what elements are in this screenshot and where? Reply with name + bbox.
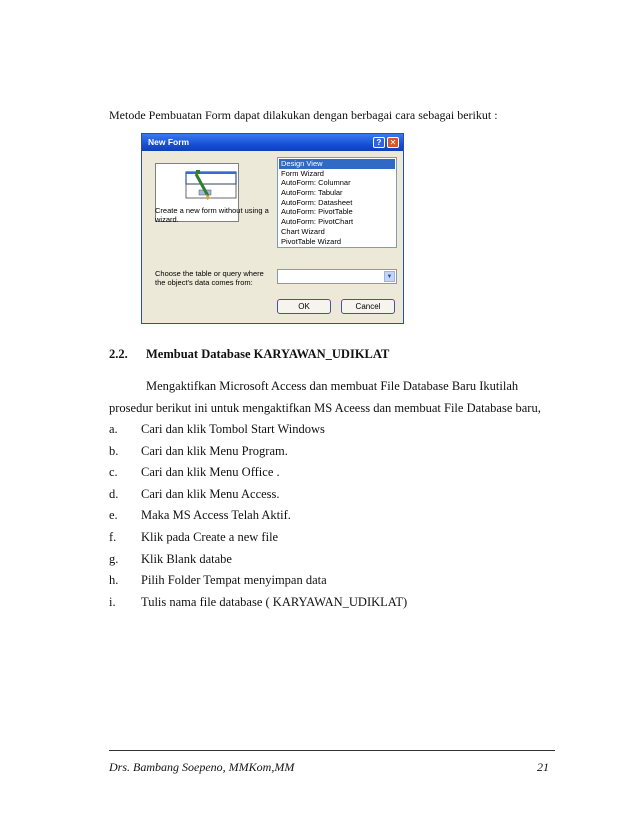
step-text: Cari dan klik Menu Office . bbox=[141, 465, 280, 480]
form-type-option[interactable]: AutoForm: PivotChart bbox=[281, 217, 354, 227]
list-item bbox=[109, 507, 407, 529]
paragraph-line-2: prosedur berikut ini untuk mengaktifkan MS Aceess dan membuat File Database baru, bbox=[109, 401, 541, 415]
step-letter: f. bbox=[109, 529, 117, 544]
step-letter: d. bbox=[109, 486, 119, 501]
section-title: Membuat Database KARYAWAN_UDIKLAT bbox=[146, 347, 390, 361]
new-form-dialog bbox=[141, 133, 404, 324]
footer-author: Drs. Bambang Soepeno, MMKom,MM bbox=[109, 760, 295, 774]
source-table-combo[interactable] bbox=[277, 269, 397, 284]
step-text: Maka MS Access Telah Aktif. bbox=[141, 508, 291, 523]
form-type-option[interactable]: Design View bbox=[279, 159, 395, 169]
step-text: Klik pada Create a new file bbox=[141, 529, 279, 544]
step-letter: i. bbox=[109, 594, 116, 609]
close-icon[interactable]: ✕ bbox=[387, 137, 399, 148]
form-type-option[interactable]: Form Wizard bbox=[281, 168, 324, 178]
list-item bbox=[109, 594, 407, 616]
step-text: Cari dan klik Menu Access. bbox=[141, 486, 280, 501]
list-item bbox=[109, 486, 407, 508]
step-letter: b. bbox=[109, 443, 119, 458]
step-text: Pilih Folder Tempat menyimpan data bbox=[141, 573, 327, 588]
paragraph-line-1: Mengaktifkan Microsoft Access dan membuat File Database Baru Ikutilah bbox=[146, 379, 519, 393]
form-type-option[interactable]: AutoForm: PivotTable bbox=[281, 207, 353, 217]
step-letter: g. bbox=[109, 551, 119, 566]
list-item bbox=[109, 421, 407, 443]
dialog-title-bar[interactable] bbox=[142, 134, 403, 151]
list-item bbox=[109, 572, 407, 594]
help-icon[interactable]: ? bbox=[373, 137, 385, 148]
step-letter: e. bbox=[109, 508, 118, 523]
steps-list bbox=[109, 421, 407, 615]
form-type-list[interactable] bbox=[277, 157, 397, 248]
list-item bbox=[109, 529, 407, 551]
section-heading bbox=[109, 347, 389, 362]
cancel-button[interactable]: Cancel bbox=[341, 299, 395, 314]
form-type-option[interactable]: Chart Wizard bbox=[281, 226, 325, 236]
list-item bbox=[109, 551, 407, 573]
footer-divider bbox=[109, 750, 555, 751]
form-type-option[interactable]: AutoForm: Columnar bbox=[281, 178, 351, 188]
form-type-option[interactable]: AutoForm: Datasheet bbox=[281, 197, 353, 207]
page-number: 21 bbox=[537, 760, 549, 774]
dialog-title: New Form bbox=[148, 137, 190, 147]
step-letter: a. bbox=[109, 422, 118, 436]
form-type-option[interactable]: PivotTable Wizard bbox=[281, 236, 342, 246]
step-letter: h. bbox=[109, 573, 119, 588]
list-item bbox=[109, 443, 407, 465]
step-text: Klik Blank databe bbox=[141, 551, 232, 566]
step-text: Cari dan klik Menu Program. bbox=[141, 443, 288, 458]
ok-button[interactable]: OK bbox=[277, 299, 331, 314]
step-letter: c. bbox=[109, 465, 118, 480]
choose-source-label: Choose the table or query where the object's data comes from: bbox=[155, 269, 264, 287]
step-text: Cari dan klik Tombol Start Windows bbox=[141, 422, 325, 436]
chevron-down-icon[interactable]: ▼ bbox=[384, 271, 395, 282]
step-text: Tulis nama file database ( KARYAWAN_UDIKLAT) bbox=[141, 594, 408, 609]
section-number: 2.2. bbox=[109, 347, 128, 361]
list-item bbox=[109, 464, 407, 486]
intro-text: Metode Pembuatan Form dapat dilakukan dengan berbagai cara sebagai berikut : bbox=[109, 108, 498, 122]
form-type-option[interactable]: AutoForm: Tabular bbox=[281, 188, 343, 198]
dialog-description: Create a new form without using a wizard. bbox=[155, 206, 269, 224]
